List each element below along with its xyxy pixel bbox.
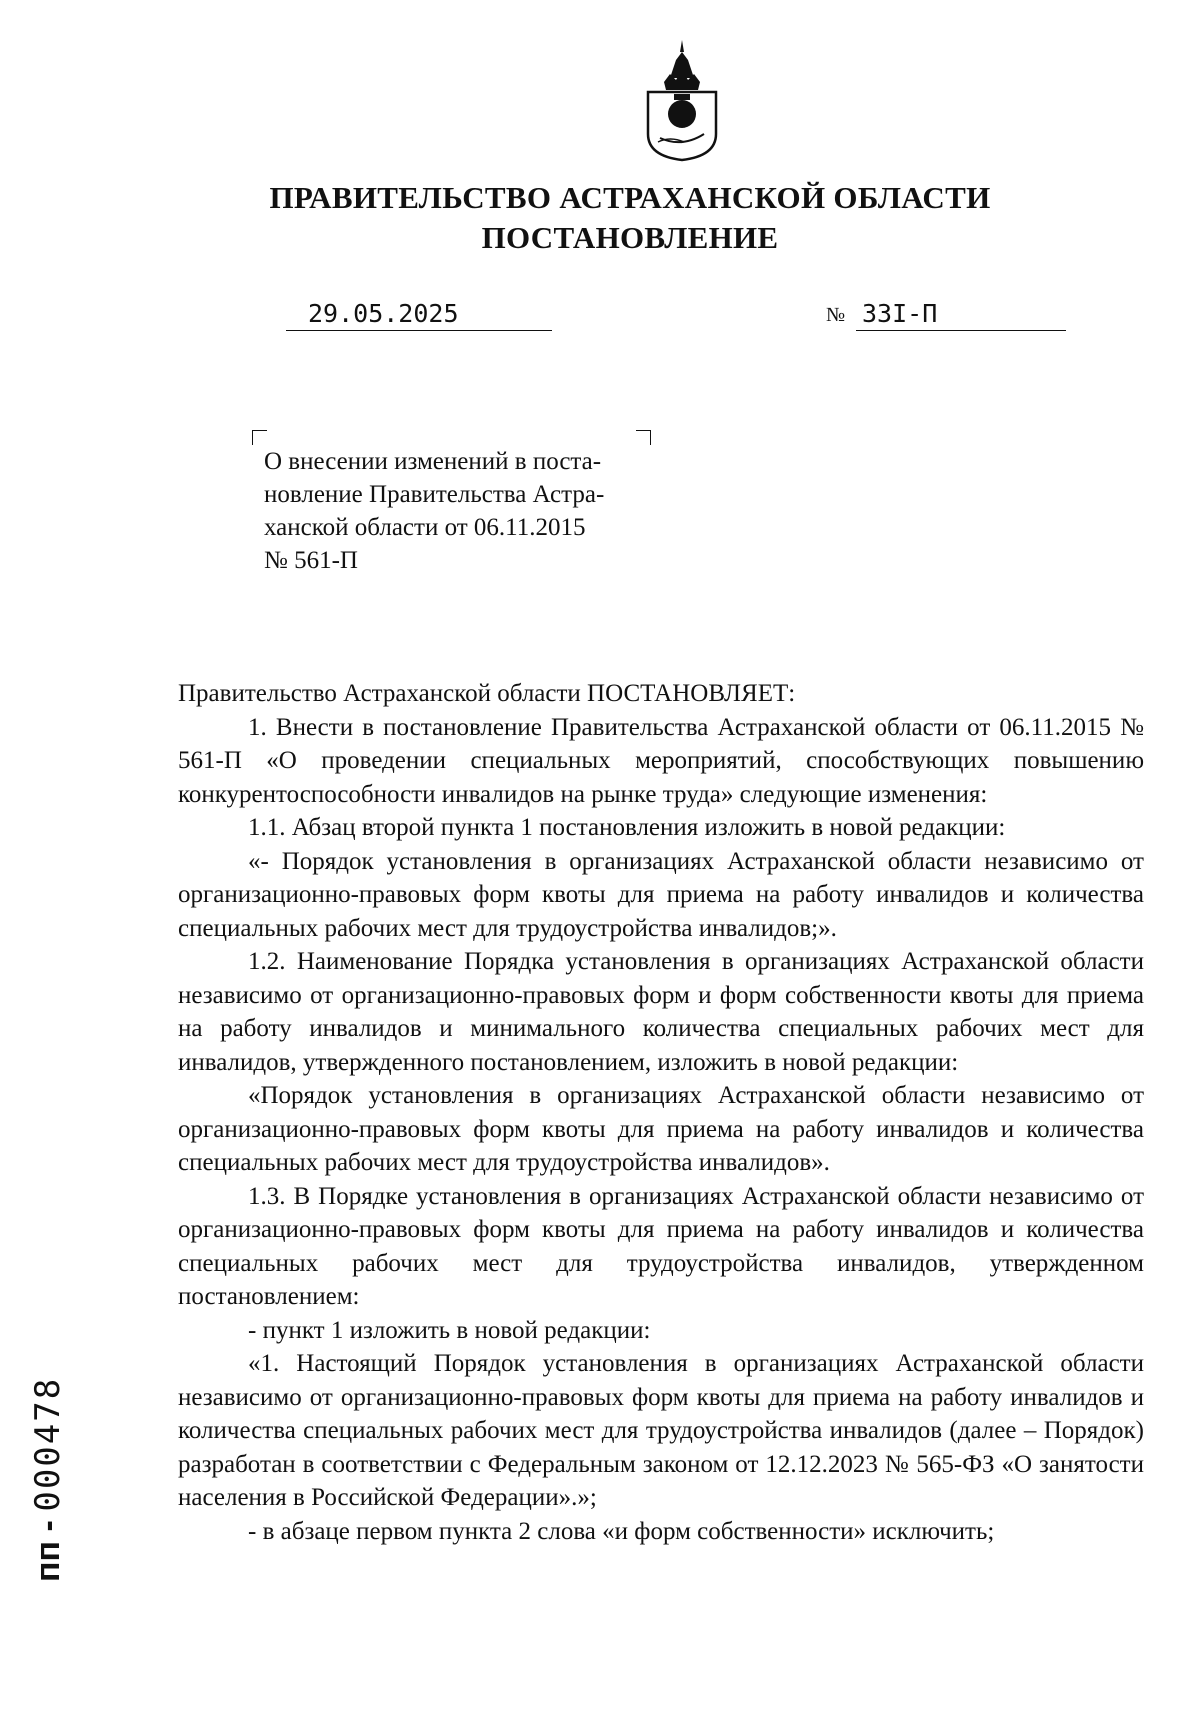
body-paragraph: 1.1. Абзац второй пункта 1 постановления изложить в новой редакции: — [248, 814, 1006, 841]
body-paragraph: - в абзаце первом пункта 2 слова «и форм собственности» исключить; — [248, 1517, 995, 1545]
document-subject — [264, 445, 664, 577]
body-paragraph: 1.3. В Порядке установления в организациях Астраханской области независимо от организационно-правовых форм квоты для приема на работу инвалидов и количества специальных рабочих мест для трудоустройства инвалидов, утвержденном постановлением: — [178, 1182, 1144, 1310]
body-paragraph: - пункт 1 изложить в новой редакции: — [248, 1316, 651, 1344]
registration-stamp — [28, 1377, 69, 1582]
body-paragraph: «1. Настоящий Порядок установления в организациях Астраханской области независимо от организационно-правовых форм квоты для приема на работу инвалидов и количества специальных рабочих мест для трудоустройства инвалидов (далее – Порядок) разработан в соответствии с Федеральным законом от 12.12.2023 № 565-ФЗ «О занятости населения в Российской Федерации».»; — [178, 1350, 1144, 1511]
body-paragraph: 1.2. Наименование Порядка установления в организациях Астраханской области независимо от организационно-правовых форм и форм собственности квоты для приема на работу инвалидов и минимального количества специальных рабочих мест для инвалидов, утвержденного постановлением, изложить в новой редакции: — [178, 948, 1144, 1076]
body-paragraph: «Порядок установления в организациях Астраханской области независимо от организационно-правовых форм квоты для приема на работу инвалидов и количества специальных рабочих мест для трудоустройства инвалидов». — [178, 1082, 1144, 1176]
subject-line: новление Правительства Астра- — [264, 481, 605, 508]
document-header — [230, 178, 1030, 258]
subject-corner-left — [252, 430, 267, 445]
subject-corner-right — [636, 430, 651, 445]
body-paragraph: «- Порядок установления в организациях Астраханской области независимо от организационно-правовых форм квоты для приема на работу инвалидов и количества специальных рабочих мест для трудоустройства инвалидов;». — [178, 847, 1144, 942]
stamp-number: 000478 — [28, 1376, 68, 1512]
document-type: ПОСТАНОВЛЕНИЕ — [481, 220, 779, 255]
number-sign: № — [826, 304, 846, 326]
document-number: 33I-П — [856, 298, 1066, 331]
organization-title: ПРАВИТЕЛЬСТВО АСТРАХАНСКОЙ ОБЛАСТИ — [269, 180, 991, 215]
coat-of-arms-emblem — [640, 38, 724, 162]
document-date: 29.05.2025 — [286, 298, 552, 331]
preamble-paragraph: Правительство Астраханской области ПОСТАНОВЛЯЕТ: — [178, 680, 796, 707]
subject-line: О внесении изменений в поста- — [264, 448, 602, 475]
document-body — [178, 677, 1144, 1548]
body-paragraph: 1. Внести в постановление Правительства Астраханской области от 06.11.2015 № 561-П «О проведении специальных мероприятий, способствующих повышению конкурентоспособности инвалидов на рынке труда» следующие изменения: — [178, 713, 1144, 808]
subject-line: № 561-П — [264, 547, 358, 574]
subject-line: ханской области от 06.11.2015 — [264, 514, 586, 541]
stamp-prefix: пп - — [29, 1520, 67, 1582]
